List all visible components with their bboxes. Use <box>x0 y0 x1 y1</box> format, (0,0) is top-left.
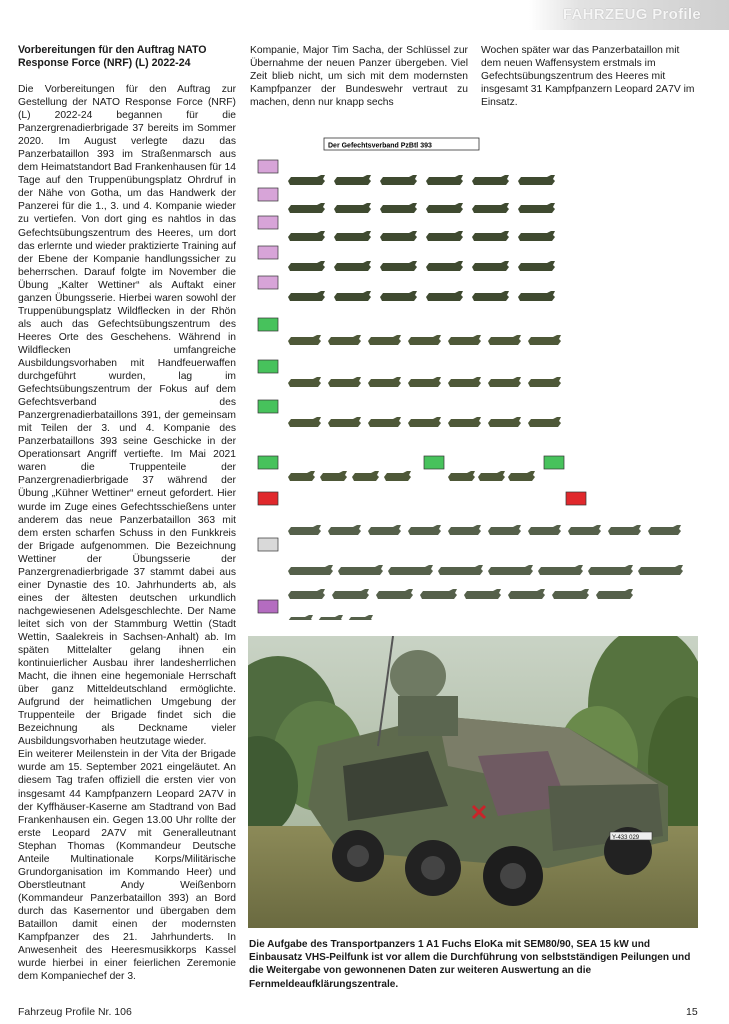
ifv-icon <box>328 377 361 387</box>
ifv-icon <box>408 335 441 345</box>
armor-unit-symbol <box>258 276 278 289</box>
tank-icon <box>518 203 555 213</box>
truck-icon <box>288 589 325 599</box>
artillery-unit-symbol <box>566 492 586 505</box>
ifv-icon <box>328 335 361 345</box>
armor-unit-symbol <box>258 188 278 201</box>
brand-text: FAHRZEUG Profile <box>562 6 701 23</box>
truck-icon <box>464 589 501 599</box>
support-vehicle-icon <box>408 525 441 535</box>
ifv-icon <box>528 417 561 427</box>
ifv-icon <box>488 377 521 387</box>
ifv-icon <box>488 417 521 427</box>
ifv-icon <box>448 377 481 387</box>
footer-issue: Fahrzeug Profile Nr. 106 <box>18 1006 132 1018</box>
ifv-icon <box>478 471 505 481</box>
license-plate-text: Y-433 029 <box>612 835 640 841</box>
ifv-icon <box>320 471 347 481</box>
support-vehicle-icon <box>528 525 561 535</box>
tank-icon <box>334 291 371 301</box>
truck-icon <box>596 589 633 599</box>
tank-icon <box>518 261 555 271</box>
photo-caption: Die Aufgabe des Transportpanzers 1 A1 Fuchs EloKa mit SEM80/90, SEA 15 kW und Einbausatz VHS-Peilfunk ist vor allem die Durchführung von selbstständigen Peilungen und die Weitergabe von gewonnenen Daten zur weiteren Auswertung an die Fernmeldeaufklärungszentrale. <box>249 939 691 990</box>
armor-unit-symbol <box>258 246 278 259</box>
tank-icon <box>426 261 463 271</box>
infantry-unit-symbol <box>258 360 278 373</box>
truck-icon <box>552 589 589 599</box>
tank-icon <box>380 231 417 241</box>
infantry-unit-symbol <box>258 456 278 469</box>
ifv-icon <box>528 335 561 345</box>
photo-fuchs-eloka <box>248 636 698 928</box>
truck-icon <box>288 615 313 620</box>
truck-icon <box>376 589 413 599</box>
truck-icon <box>420 589 457 599</box>
tank-icon <box>472 261 509 271</box>
tank-icon <box>426 231 463 241</box>
article-column-1 <box>18 44 236 983</box>
support-vehicle-icon <box>488 525 521 535</box>
ifv-icon <box>368 417 401 427</box>
article-paragraph-3: Kompanie, Major Tim Sacha, der Schlüssel zur Übernahme der neuen Panzer übergeben. Viel Zeit blieb nicht, um sich mit dem modernsten Kampfpanzer der Bundeswehr vertraut zu machen, denn nur knapp sechs <box>250 45 468 109</box>
tank-icon <box>518 291 555 301</box>
article-paragraph-1: Die Vorbereitungen für den Auftrag zur Gestellung der NATO Response Force (NRF) (L) 2022-24 begannen für die Panzergrenadierbrigade 37 bereits im Sommer 2020. Im August verlegte dazu das Panzerbataillon 393 im Straßenmarsch aus dem Heimatstandort Bad Frankenhausen für 14 Tage auf den Truppenübungsplatz Ohrdruf in der Nähe von Gotha, um das Handwerk der Panzerei für die 1., 3. und 4. Kompanie wieder zu vertiefen. Von dort ging es nahtlos in das Gefechtsübungszentrum des Heeres, um dort das erlernte und wieder praktizierte Training auf der Ebene der Kompanie handlungssicher zu beherrschen. Darauf folgte im November die Übung „Kalter Wettiner“ als Auftakt einer ganzen Übungsserie. Hierbei waren sowohl der Truppenübungsplatz Wildflecken in der Rhön als auch das Gefechtsübungszentrum des Heeres Orte des Geschehens. Während in Wildflecken umfangreiche Ausbildungsvorhaben mit Handfeuerwaffen durchgeführt wurden, lag im Gefechtsübungszentrum der Fokus auf dem Gefechtsverband des Panzergrenadierbataillons 391, der gemeinsam mit Teilen der 3. und 4. Kompanie des Panzerbataillons 393 seine Geschicke in der Operationsart Angriff vertiefte. Im Mai 2021 waren die Truppenteile der Panzergrenadierbrigade 37 während der Übung „Kühner Wettiner“ erneut gefordert. Hier wurde im Zuge eines Gefechtsschießens unter anderem das neue Panzerbataillon 363 mit dem ersten scharfen Schuss in den Funkkreis der Brigade aufgenommen. Die Bezeichnung Wettiner der Übungsserie der Panzergrenadierbrigade 37 stammt dabei aus einer Dynastie des 10. Jahrhunderts ab, als eines der ältesten deutschen urkundlich nachgewiesenen Adelsgeschlechte. Der Name leitet sich von der Stammburg Wettin (Stadt Wettin, Saalekreis in Sachsen-Anhalt) ab. Im späten Mittelalter gelang ihnen ein kontinuierlicher Ausbau ihrer landesherrlichen Macht, die ihnen eine hegemoniale Herrschaft über ganz Mitteldeutschland ermöglichte. Aufgrund der heimatlichen Umgebung der Truppenteile der Brigade findet sich die Bezeichnung als Deckname vieler Ausbildungsvorhaben heutzutage wieder. <box>18 84 236 748</box>
ifv-icon <box>288 471 315 481</box>
ifv-icon <box>508 471 535 481</box>
tank-icon <box>472 291 509 301</box>
tank-icon <box>334 231 371 241</box>
tank-icon <box>472 203 509 213</box>
armor-unit-symbol <box>258 160 278 173</box>
engineer-vehicle-icon <box>288 565 333 575</box>
support-vehicle-icon <box>288 525 321 535</box>
engineer-vehicle-icon <box>638 565 683 575</box>
ifv-icon <box>352 471 379 481</box>
infantry-unit-symbol <box>544 456 564 469</box>
tank-icon <box>518 231 555 241</box>
tank-icon <box>518 175 555 185</box>
engineer-unit-symbol <box>258 600 278 613</box>
tank-icon <box>426 203 463 213</box>
article-paragraph-2: Ein weiterer Meilenstein in der Vita der Brigade wurde am 15. September 2021 eingeläutet. An diesem Tag trafen offiziell die ersten vier von insgesamt 44 Kampfpanzern Leopard 2A7V in der Kyffhäuser-Kaserne am Stadtrand von Bad Frankenhausen ein. Gegen 13.00 Uhr rollte der erste Leopard 2A7V mit Generalleutnant Stephan Thomas (Kommandeur Deutsche Anteile Multinationale Korps/Militärische Grundorganisation im Kommando Heer) und Oberstleutnant Andy Weißenborn (Kommandeur Panzerbataillon 393) an Bord durch das Kasernentor und übergaben dem Bataillon damit einen der modernsten Kampfpanzer des 21. Jahrhunderts. In Anwesenheit des Heeresmusikkorps Kassel wurde hierbei in einer feierlichen Zeremonie dem Kompaniechef der 3. <box>18 749 236 983</box>
article-paragraph-4: Wochen später war das Panzerbataillon mit dem neuen Waffensystem erstmals im Gefechtsübungszentrum des Heeres mit insgesamt 31 Kampfpanzern Leopard 2A7V im Einsatz. <box>481 45 695 109</box>
support-vehicle-icon <box>648 525 681 535</box>
support-vehicle-icon <box>568 525 601 535</box>
tank-icon <box>380 175 417 185</box>
infantry-unit-symbol <box>258 400 278 413</box>
orbat-title: Der Gefechtsverband PzBtl 393 <box>328 142 432 150</box>
tank-icon <box>334 203 371 213</box>
truck-icon <box>508 589 545 599</box>
tank-icon <box>288 291 325 301</box>
ifv-icon <box>448 335 481 345</box>
ifv-icon <box>368 377 401 387</box>
tank-icon <box>380 203 417 213</box>
tank-icon <box>288 261 325 271</box>
article-column-3 <box>481 44 699 109</box>
tank-icon <box>472 175 509 185</box>
support-unit-symbol <box>258 538 278 551</box>
tank-icon <box>472 231 509 241</box>
engineer-vehicle-icon <box>438 565 483 575</box>
engineer-vehicle-icon <box>338 565 383 575</box>
ifv-icon <box>528 377 561 387</box>
ifv-icon <box>288 417 321 427</box>
truck-icon <box>348 615 373 620</box>
ifv-icon <box>408 377 441 387</box>
armor-unit-symbol <box>258 216 278 229</box>
truck-icon <box>332 589 369 599</box>
article-column-2 <box>250 44 468 109</box>
artillery-unit-symbol <box>258 492 278 505</box>
tank-icon <box>288 203 325 213</box>
ifv-icon <box>448 417 481 427</box>
engineer-vehicle-icon <box>588 565 633 575</box>
orbat-rows <box>258 160 683 620</box>
magazine-brand-banner <box>529 0 729 30</box>
tank-icon <box>288 231 325 241</box>
ifv-icon <box>288 335 321 345</box>
ifv-icon <box>408 417 441 427</box>
tank-icon <box>380 291 417 301</box>
support-vehicle-icon <box>368 525 401 535</box>
support-vehicle-icon <box>448 525 481 535</box>
ifv-icon <box>288 377 321 387</box>
infantry-unit-symbol <box>258 318 278 331</box>
ifv-icon <box>328 417 361 427</box>
tank-icon <box>288 175 325 185</box>
infantry-unit-symbol <box>424 456 444 469</box>
ifv-icon <box>368 335 401 345</box>
support-vehicle-icon <box>608 525 641 535</box>
page-number: 15 <box>686 1006 698 1018</box>
engineer-vehicle-icon <box>388 565 433 575</box>
engineer-vehicle-icon <box>488 565 533 575</box>
support-vehicle-icon <box>328 525 361 535</box>
tank-icon <box>426 175 463 185</box>
tank-icon <box>334 175 371 185</box>
tank-icon <box>380 261 417 271</box>
ifv-icon <box>448 471 475 481</box>
truck-icon <box>318 615 343 620</box>
tank-icon <box>334 261 371 271</box>
tank-icon <box>426 291 463 301</box>
ifv-icon <box>488 335 521 345</box>
engineer-vehicle-icon <box>538 565 583 575</box>
order-of-battle-diagram <box>248 130 702 620</box>
article-heading: Vorbereitungen für den Auftrag NATO Response Force (NRF) (L) 2022-24 <box>18 44 207 69</box>
ifv-icon <box>384 471 411 481</box>
